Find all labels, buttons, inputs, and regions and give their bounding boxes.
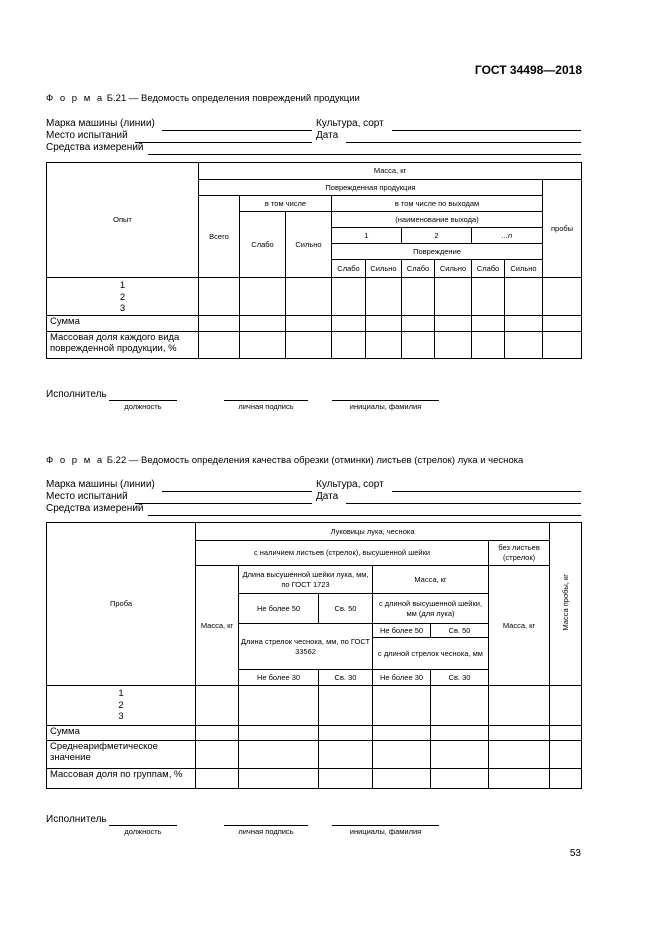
signature-caption: личная подпись (238, 827, 294, 836)
header-mass-3: Масса, кг (489, 566, 550, 686)
row-share: Массовая доля каждого вида поврежденной продукции, % (47, 331, 199, 358)
form-21-table (46, 162, 582, 359)
row-numbers: 1 2 3 (47, 686, 196, 726)
table-row (47, 331, 582, 358)
header-mass-kg: Масса, кг (196, 566, 239, 686)
header-weak: Слабо (240, 212, 286, 278)
form-21-title (46, 93, 360, 104)
row-numbers: 1 2 3 (47, 278, 199, 316)
field-machine-label: Марка машины (линии) (46, 479, 155, 490)
field-place-label: Место испытаний (46, 491, 128, 502)
standard-number: ГОСТ 34498—2018 (474, 63, 582, 77)
sub-weak-1: Слабо (332, 260, 366, 278)
header-arrow-len: Длина стрелок чеснока, мм, по ГОСТ 33562 (239, 624, 373, 670)
field-means-label: Средства измерений (46, 142, 144, 153)
header-with-leaves: с наличием листьев (стрелок), высушенной шейки (196, 541, 489, 566)
table-row (47, 726, 582, 741)
signature-line[interactable] (224, 389, 308, 401)
executor-label: Исполнитель (46, 389, 107, 400)
header-probe-mass (550, 523, 582, 686)
field-place-label: Место испытаний (46, 130, 128, 141)
name-line[interactable] (332, 814, 439, 826)
sub-strong-1: Сильно (366, 260, 402, 278)
signature-caption: личная подпись (238, 402, 294, 411)
field-means-line[interactable] (148, 503, 581, 516)
row-mean: Среднеарифметическое значение (47, 741, 196, 769)
table-row (47, 769, 582, 789)
header-gt50: Св. 50 (319, 594, 373, 624)
form-prefix: Ф о р м а (46, 93, 105, 104)
header-le30b: Не более 30 (373, 670, 431, 686)
header-damaged: Поврежденная продукция (199, 180, 543, 196)
executor-label: Исполнитель (46, 814, 107, 825)
header-opyt: Опыт (47, 163, 199, 278)
position-caption: должность (124, 827, 162, 836)
field-culture-label: Культура, сорт (316, 118, 384, 129)
form-title-text: Б.22 — Ведомость определения качества обрезки (отминки) листьев (стрелок) лука и чеснока (104, 455, 524, 466)
row-share: Массовая доля по группам, % (47, 769, 196, 789)
name-line[interactable] (332, 389, 439, 401)
signature-line[interactable] (224, 814, 308, 826)
table-row (47, 278, 582, 316)
form-prefix: Ф о р м а (46, 455, 105, 466)
table-row (47, 315, 582, 331)
header-mass-2: Масса, кг (373, 566, 489, 594)
header-le50b: Не более 50 (373, 624, 431, 638)
header-le50: Не более 50 (239, 594, 319, 624)
header-gt30b: Св. 30 (431, 670, 489, 686)
header-total: Всего (199, 196, 240, 278)
form-title-text: Б.21 — Ведомость определения повреждений продукции (104, 93, 360, 104)
header-without-leaves: без листьев (стрелок) (489, 541, 550, 566)
header-incl: в том числе (240, 196, 332, 212)
header-output-name: (наименование выхода) (332, 212, 543, 228)
header-damage: Повреждение (332, 244, 543, 260)
header-bulbs: Луковицы лука, чеснока (196, 523, 550, 541)
header-incl-outputs: в том числе по выходам (332, 196, 543, 212)
header-gt50b: Св. 50 (431, 624, 489, 638)
header-with-arrow: с длиной стрелок чеснока, мм (373, 638, 489, 670)
field-machine-label: Марка машины (линии) (46, 118, 155, 129)
position-line[interactable] (109, 389, 177, 401)
header-mass: Масса, кг (199, 163, 582, 180)
field-means-line[interactable] (148, 142, 581, 155)
sub-weak-2: Слабо (402, 260, 435, 278)
page-number: 53 (569, 848, 581, 859)
header-out-n: ...n (472, 228, 543, 244)
header-with-neck: с длиной высушенной шейки, мм (для лука) (373, 594, 489, 624)
field-date-label: Дата (316, 491, 339, 502)
header-probe: пробы (543, 180, 582, 278)
row-sum: Сумма (47, 315, 199, 331)
field-date-label: Дата (316, 130, 339, 141)
table-row (47, 741, 582, 769)
header-out-1: 1 (332, 228, 402, 244)
header-out-2: 2 (402, 228, 472, 244)
position-line[interactable] (109, 814, 177, 826)
form-22-table (46, 522, 582, 789)
probe-mass-vertical-label: Масса пробы, кг (560, 574, 570, 631)
name-caption: инициалы, фамилия (349, 402, 422, 411)
header-proba: Проба (47, 523, 196, 686)
header-gt30: Св. 30 (319, 670, 373, 686)
header-le30: Не более 30 (239, 670, 319, 686)
sub-weak-n: Слабо (472, 260, 505, 278)
name-caption: инициалы, фамилия (349, 827, 422, 836)
table-row (47, 686, 582, 726)
sub-strong-n: Сильно (505, 260, 543, 278)
field-means-label: Средства измерений (46, 503, 144, 514)
header-neck-len: Длина высушенной шейки лука, мм, по ГОСТ 1723 (239, 566, 373, 594)
sub-strong-2: Сильно (435, 260, 472, 278)
field-culture-label: Культура, сорт (316, 479, 384, 490)
row-sum: Сумма (47, 726, 196, 741)
form-22-title (46, 455, 523, 466)
header-strong: Сильно (286, 212, 332, 278)
position-caption: должность (124, 402, 162, 411)
